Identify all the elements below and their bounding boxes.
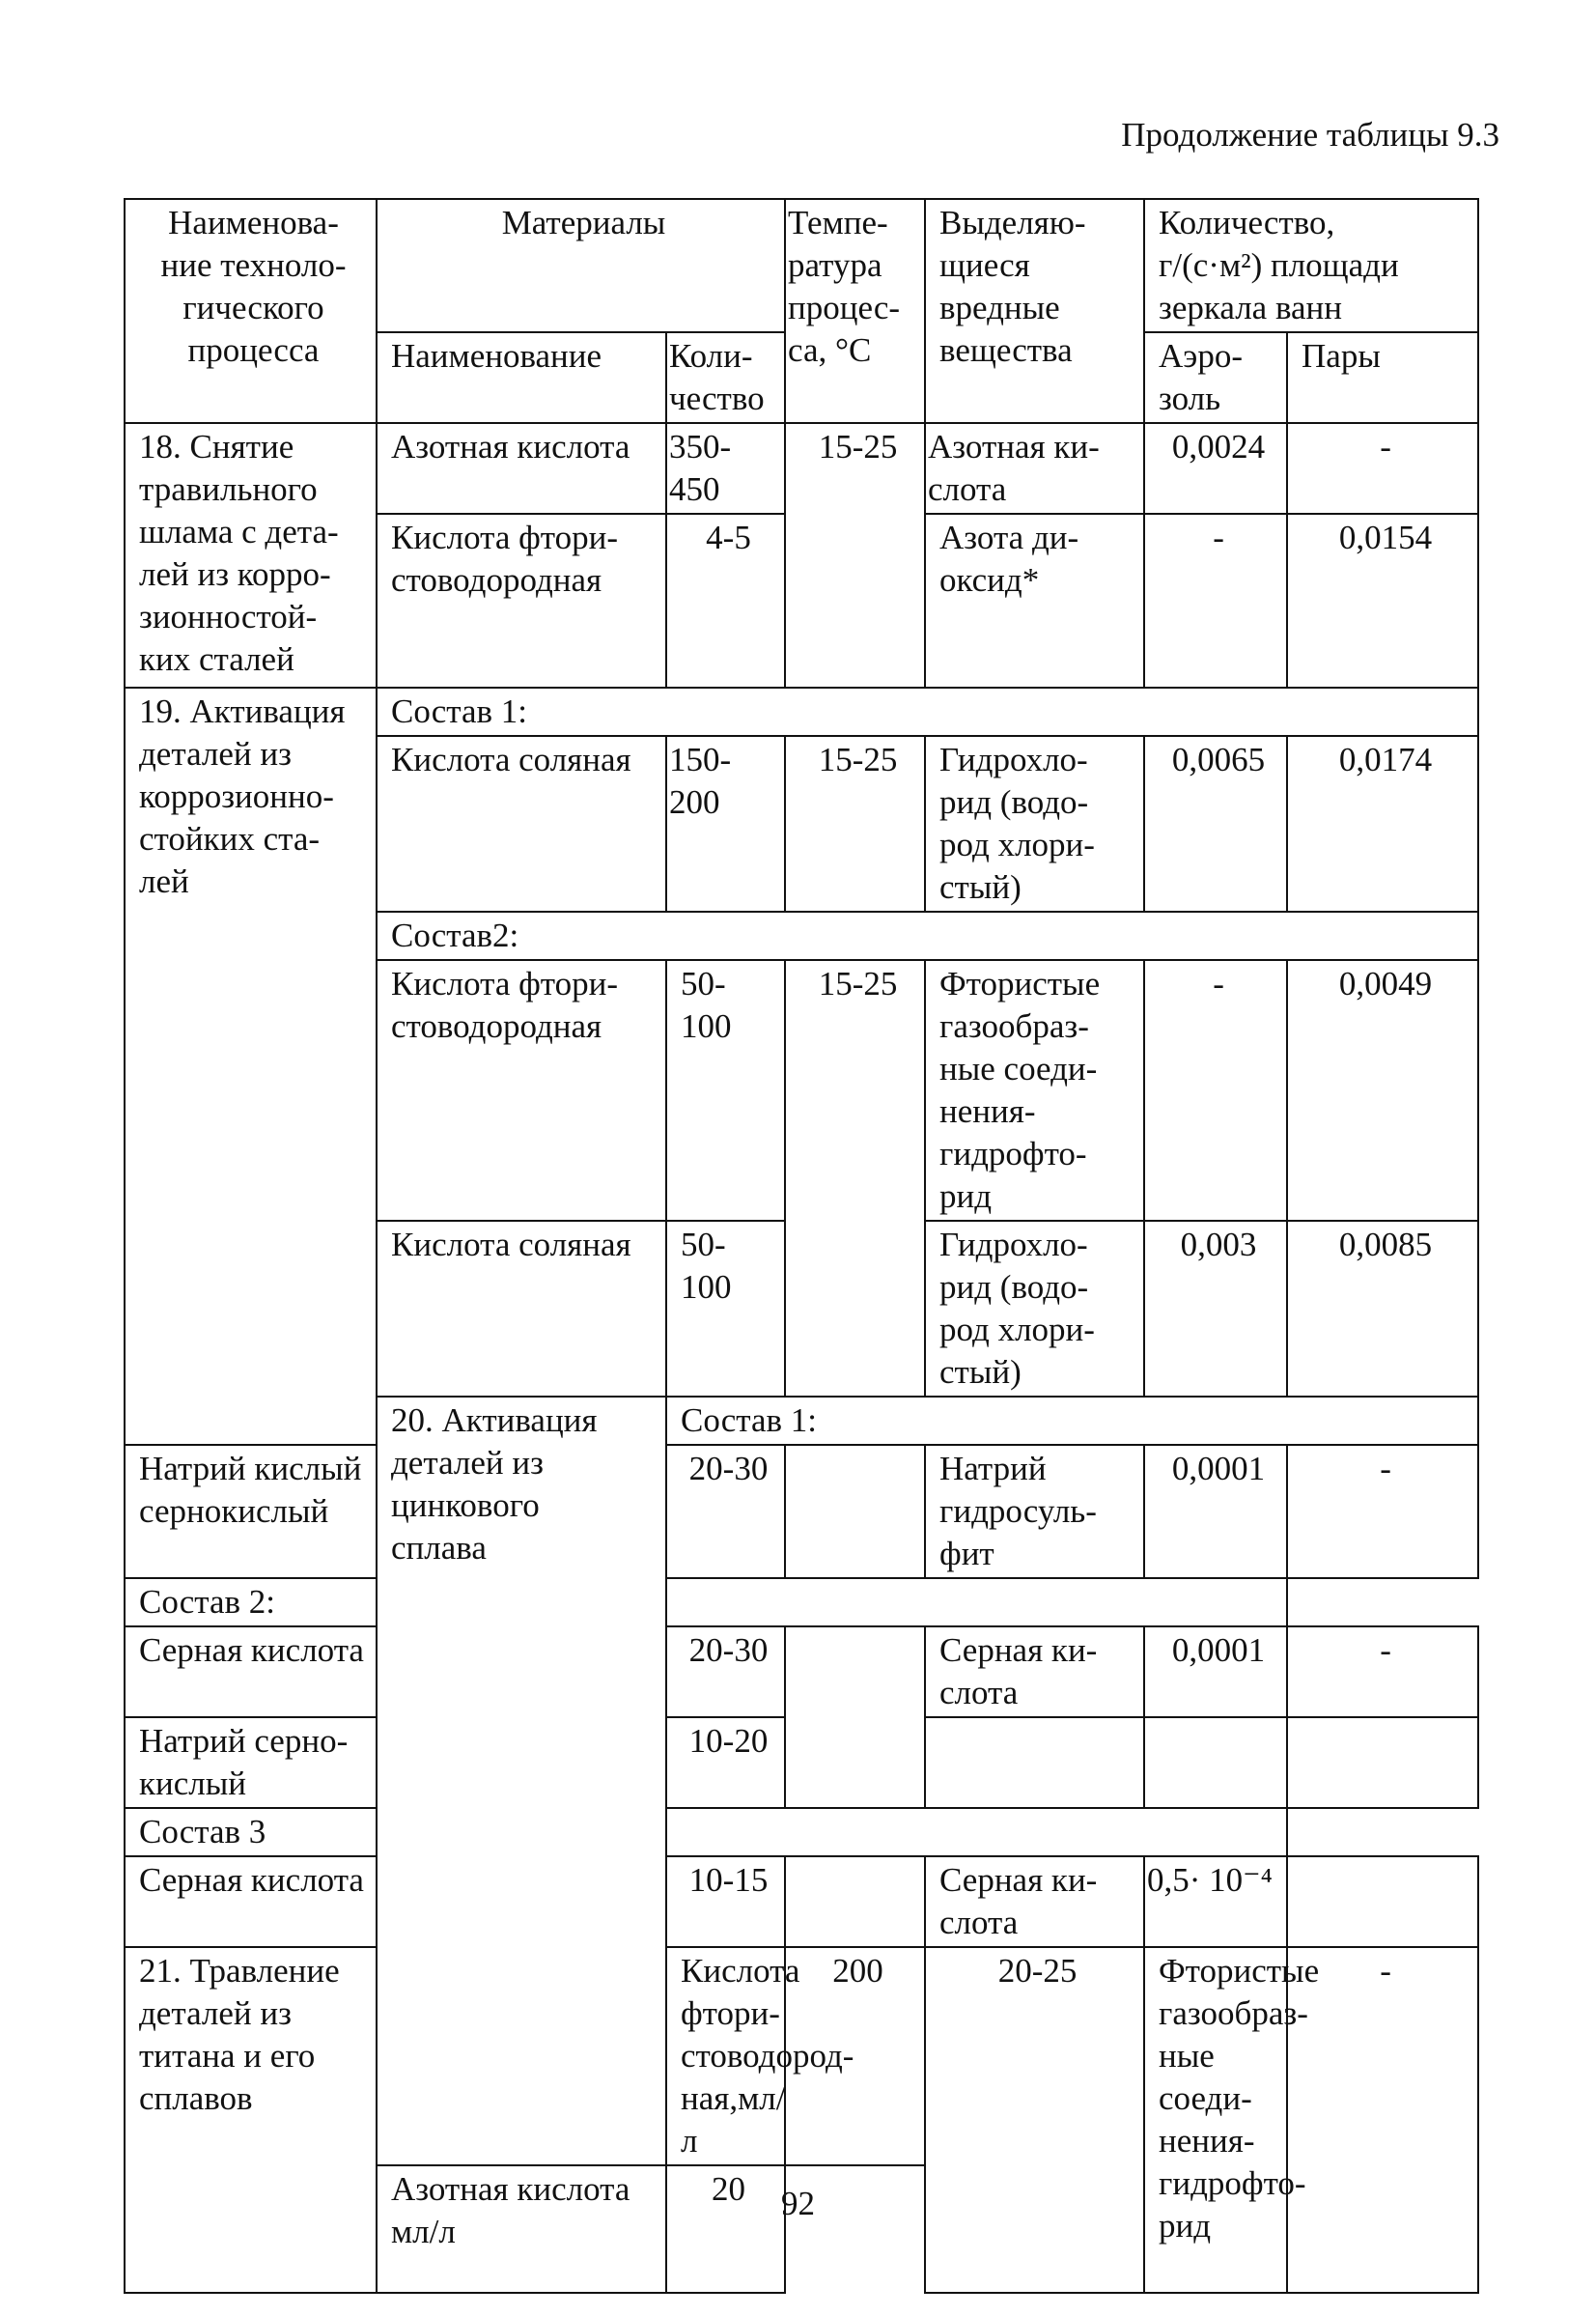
material-name: Натрий серно- кислый — [125, 1717, 377, 1808]
harmful-substance: Серная ки- слота — [925, 1856, 1144, 1947]
material-name: Кислота фтори- стоводородная — [377, 514, 666, 688]
material-qty: 350- 450 — [666, 423, 785, 514]
vapor-value — [1287, 1717, 1478, 1808]
aerosol-value: 0,5· 10⁻⁴ — [1144, 1856, 1287, 1947]
table-row — [125, 1578, 1478, 1626]
table-row — [125, 423, 1478, 514]
table-row — [125, 1856, 1478, 1947]
material-name: Кислота фтори- стоводород- ная,мл/л — [666, 1947, 785, 2165]
temperature: 15-25 — [785, 960, 925, 1397]
material-qty: 150- 200 — [666, 736, 785, 912]
vapor-value: 0,0049 — [1287, 960, 1478, 1221]
material-qty: 4-5 — [666, 514, 785, 688]
process-19-name: 19. Активация деталей из коррозионно- стойких ста- лей — [125, 688, 377, 1445]
page-number: 92 — [781, 2185, 815, 2222]
material-name: Азотная кислота мл/л — [377, 2165, 666, 2293]
header-materials: Материалы — [377, 199, 785, 332]
material-name: Серная кислота — [125, 1856, 377, 1947]
harmful-substance: Гидрохло- рид (водо- род хлори- стый) — [925, 736, 1144, 912]
table-row — [125, 1626, 1478, 1717]
header-temperature: Темпе- ратура процес- са, °С — [785, 199, 925, 423]
header-row-1 — [125, 199, 1478, 332]
process-21-name: 21. Травление деталей из титана и его сплавов — [125, 1947, 377, 2293]
harmful-substance: Натрий гидросуль- фит — [925, 1445, 1144, 1578]
vapor-value: 0,0154 — [1287, 514, 1478, 688]
harmful-substance — [925, 1717, 1144, 1808]
header-process: Наименова- ние техноло- гического процесса — [125, 199, 377, 423]
aerosol-value: 0,0001 — [1144, 1445, 1287, 1578]
harmful-substance: Азота ди- оксид* — [925, 514, 1144, 688]
aerosol-value: 0,0024 — [1144, 423, 1287, 514]
table-row — [125, 688, 1478, 736]
vapor-value: - — [1287, 1626, 1478, 1717]
temperature — [785, 1445, 925, 1578]
material-name: Кислота фтори- стоводородная — [377, 960, 666, 1221]
table-row — [125, 1808, 1478, 1856]
vapor-value: - — [1287, 1445, 1478, 1578]
temperature-empty — [785, 1626, 925, 1808]
process-20-name: 20. Активация деталей из цинкового сплава — [377, 1397, 666, 2165]
header-material-qty: Коли- чество — [666, 332, 785, 423]
composition-label: Состав 1: — [666, 1397, 1478, 1445]
harmful-substance: Фтористые газообраз- ные соеди- нения- гидрофто- рид — [925, 960, 1144, 1221]
composition-label: Состав 3 — [125, 1808, 1287, 1856]
material-name: Азотная кислота — [377, 423, 666, 514]
composition-label: Состав2: — [377, 912, 1478, 960]
material-qty: 50- 100 — [666, 1221, 785, 1397]
composition-label: Состав 2: — [125, 1578, 1287, 1626]
temperature: 15-25 — [785, 736, 925, 912]
aerosol-value: 0,0065 — [1144, 736, 1287, 912]
temperature: 15-25 — [785, 423, 925, 688]
aerosol-value: 0,003 — [1144, 1221, 1287, 1397]
temperature: 20-25 — [925, 1947, 1144, 2293]
harmful-substance: Гидрохло- рид (водо- род хлори- стый) — [925, 1221, 1144, 1397]
material-qty: 200 — [785, 1947, 925, 2165]
material-qty: 20-30 — [666, 1626, 785, 1717]
aerosol-value: - — [1287, 1947, 1478, 2293]
header-aerosol: Аэро- золь — [1144, 332, 1287, 423]
aerosol-value — [1144, 1717, 1287, 1808]
harmful-substance: Серная ки- слота — [925, 1626, 1144, 1717]
header-material-name: Наименование — [377, 332, 666, 423]
material-name: Натрий кислый сернокислый — [125, 1445, 377, 1578]
table-caption: Продолжение таблицы 9.3 — [1121, 116, 1499, 154]
material-name: Серная кислота — [125, 1626, 377, 1717]
vapor-value — [1287, 1856, 1478, 1947]
vapor-value: 0,0174 — [1287, 736, 1478, 912]
header-vapor: Пары — [1287, 332, 1478, 423]
material-qty: 50- 100 — [666, 960, 785, 1221]
material-qty: 10-20 — [666, 1717, 785, 1808]
table-row — [125, 1947, 1478, 2165]
material-qty: 20-30 — [666, 1445, 785, 1578]
process-18-name: 18. Снятие травильного шлама с дета- лей из корро- зионностой- ких сталей — [125, 423, 377, 688]
material-qty: 10-15 — [666, 1856, 785, 1947]
vapor-value: 0,0085 — [1287, 1221, 1478, 1397]
table-row — [125, 1445, 1478, 1578]
harmful-substance: Фтористые газообраз- ные соеди- нения- гидрофто- рид — [1144, 1947, 1287, 2293]
data-table — [124, 198, 1479, 2294]
material-qty: 20 — [666, 2165, 785, 2293]
material-name: Кислота соляная — [377, 736, 666, 912]
header-substances: Выделяю- щиеся вредные вещества — [925, 199, 1144, 423]
aerosol-value: 0,0001 — [1144, 1626, 1287, 1717]
composition-label: Состав 1: — [377, 688, 1478, 736]
vapor-value: - — [1287, 423, 1478, 514]
material-name: Кислота соляная — [377, 1221, 666, 1397]
aerosol-value: - — [1144, 514, 1287, 688]
aerosol-value: - — [1144, 960, 1287, 1221]
harmful-substance: Азотная ки- слота — [925, 423, 1144, 514]
header-quantity: Количество, г/(с·м²) площади зеркала ванн — [1144, 199, 1478, 332]
temperature — [785, 1856, 925, 1947]
